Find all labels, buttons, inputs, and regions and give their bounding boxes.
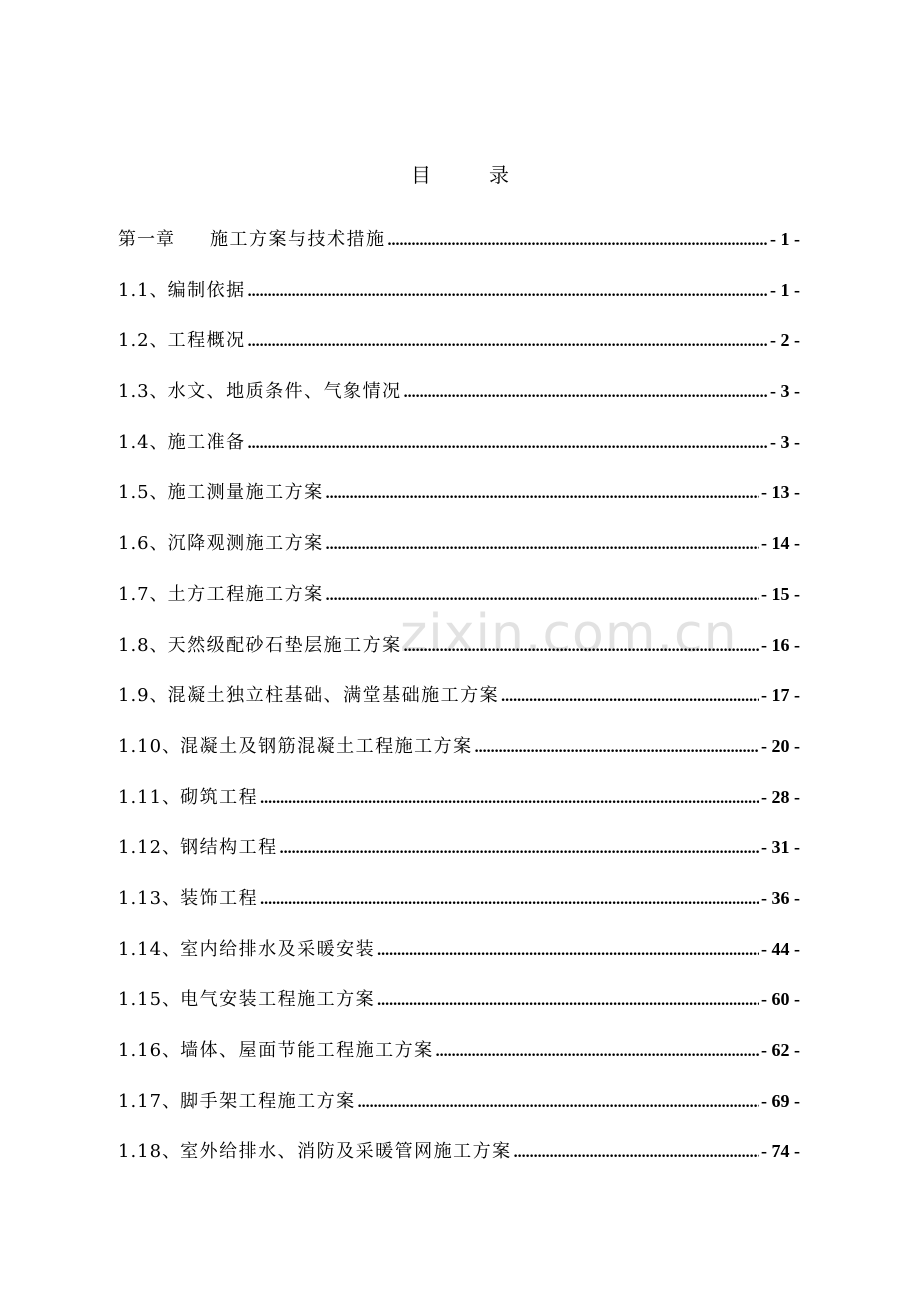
toc-entry-title: 施工测量施工方案 [167,482,324,504]
toc-entry-number: 1.18 [118,1141,163,1163]
toc-entry[interactable] [118,1088,800,1139]
toc-entry-number: 1.14 [118,938,163,960]
toc-entry-page: - 14 - [761,533,800,554]
toc-dot-leader [248,431,768,457]
toc-entry-title: 混凝土及钢筋混凝土工程施工方案 [180,735,473,757]
toc-entry-page: - 44 - [761,938,800,959]
toc-entry-title: 施工准备 [167,431,246,453]
toc-dot-leader [248,329,768,355]
toc-entry-separator: 、 [149,482,168,504]
toc-dot-leader [388,228,769,254]
toc-entry-separator: 、 [162,938,181,960]
toc-dot-leader [475,735,759,761]
toc-entry-number: 1.5 [118,482,150,504]
toc-entry-page: - 36 - [761,887,800,908]
toc-dot-leader [501,684,759,710]
toc-entry-number: 1.4 [118,431,150,453]
toc-entry-number: 1.3 [118,381,150,403]
toc-entry[interactable] [118,733,800,784]
toc-dot-leader [404,634,759,660]
toc-entry-title: 工程概况 [167,330,246,352]
toc-entry-number: 1.8 [118,634,150,656]
toc-entry[interactable] [118,682,800,733]
toc-entry[interactable] [118,327,800,378]
toc-entry-title: 室内给排水及采暖安装 [180,938,376,960]
toc-entry-title: 室外给排水、消防及采暖管网施工方案 [180,1141,512,1163]
toc-entry-separator: 、 [162,1090,181,1112]
toc-dot-leader [514,1140,759,1166]
toc-entry[interactable] [118,1037,800,1088]
toc-entry-title: 天然级配砂石垫层施工方案 [167,634,402,656]
toc-entry[interactable] [118,226,800,277]
toc-entry-number: 1.10 [118,735,163,757]
toc-dot-leader [326,532,759,558]
toc-dot-leader [358,1090,759,1116]
toc-entry-number: 1.9 [118,685,150,707]
toc-entry-title: 混凝土独立柱基础、满堂基础施工方案 [167,685,500,707]
toc-title-char-1: 目 [411,163,431,187]
toc-entry-page: - 15 - [761,583,800,604]
toc-entry-page: - 3 - [770,431,800,452]
toc-entry-title: 脚手架工程施工方案 [180,1090,356,1112]
toc-entry-title: 施工方案与技术措施 [210,229,386,250]
watermark: zixin.com.cn [400,604,738,664]
toc-entry-separator: 、 [162,1141,181,1163]
toc-entry-title: 编制依据 [167,279,246,301]
toc-entry-page: - 1 - [770,229,800,249]
toc-entry[interactable] [118,429,800,480]
toc-entry-number: 1.17 [118,1090,163,1112]
toc-dot-leader [404,380,768,406]
toc-entry-separator: 、 [149,431,168,453]
toc-entry-page: - 62 - [761,1040,800,1060]
toc-entry-separator: 、 [162,837,181,859]
toc-entry-separator: 、 [149,634,168,656]
toc-dot-leader [326,481,759,507]
toc-entry-number: 1.7 [118,583,150,605]
toc-dot-leader [436,1039,759,1065]
toc-title [0,163,920,187]
toc-entry-page: - 13 - [761,482,800,503]
toc-entry-number: 第一章 [118,229,175,250]
toc-entry[interactable] [118,277,800,328]
toc-dot-leader [377,938,759,964]
toc-entry-separator: 、 [162,1040,181,1061]
toc-dot-leader [260,887,759,913]
toc-entry[interactable] [118,784,800,835]
toc-entry-separator: 、 [149,330,168,352]
toc-entry-title: 砌筑工程 [180,786,259,808]
toc-entry-separator: 、 [162,786,181,808]
toc-dot-leader [377,988,759,1014]
toc-title-char-2: 录 [489,163,509,187]
toc-entry-page: - 69 - [761,1090,800,1111]
toc-dot-leader [260,786,759,812]
toc-entry-page: - 17 - [761,685,800,706]
toc-entry-title: 沉降观测施工方案 [167,533,324,555]
toc-entry-number: 1.11 [118,786,163,808]
toc-entry[interactable] [118,530,800,581]
toc-entry[interactable] [118,378,800,429]
toc-entry-separator: 、 [149,533,168,555]
toc-entry-page: - 2 - [770,330,800,351]
toc-dot-leader [248,279,768,305]
toc-list [118,226,800,1189]
toc-entry-title: 钢结构工程 [180,837,278,859]
toc-entry[interactable] [118,834,800,885]
toc-entry-separator: 、 [149,279,168,301]
toc-entry[interactable] [118,885,800,936]
toc-entry-separator: 、 [149,381,168,403]
toc-entry-number: 1.16 [118,1040,163,1061]
toc-entry-number: 1.2 [118,330,150,352]
toc-entry-number: 1.6 [118,533,150,555]
toc-entry[interactable] [118,936,800,987]
toc-entry-separator: 、 [149,583,168,605]
toc-entry-page: - 74 - [761,1141,800,1162]
toc-entry-page: - 31 - [761,837,800,858]
toc-entry-page: - 20 - [761,735,800,756]
toc-entry[interactable] [118,479,800,530]
toc-entry-title: 装饰工程 [180,887,259,909]
toc-entry-page: - 1 - [770,279,800,300]
toc-entry-separator: 、 [149,685,168,707]
toc-dot-leader [326,583,759,609]
toc-entry-title: 电气安装工程施工方案 [180,989,376,1011]
toc-dot-leader [280,836,759,862]
toc-entry-title: 水文、地质条件、气象情况 [167,381,402,403]
toc-entry-number: 1.15 [118,989,163,1011]
toc-entry-number: 1.1 [118,279,150,301]
toc-entry-separator: 、 [162,735,181,757]
toc-entry-title: 墙体、屋面节能工程施工方案 [180,1040,434,1061]
toc-entry-separator: 、 [162,989,181,1011]
toc-entry[interactable] [118,1138,800,1189]
toc-entry-page: - 3 - [770,381,800,402]
toc-entry-page: - 28 - [761,786,800,807]
toc-entry-number: 1.12 [118,837,163,859]
toc-entry-title: 土方工程施工方案 [167,583,324,605]
toc-entry[interactable] [118,632,800,683]
toc-entry-page: - 60 - [761,989,800,1010]
toc-entry-number: 1.13 [118,887,163,909]
toc-entry-page: - 16 - [761,634,800,655]
toc-entry[interactable] [118,986,800,1037]
toc-entry[interactable] [118,581,800,632]
toc-entry-separator: 、 [162,887,181,909]
